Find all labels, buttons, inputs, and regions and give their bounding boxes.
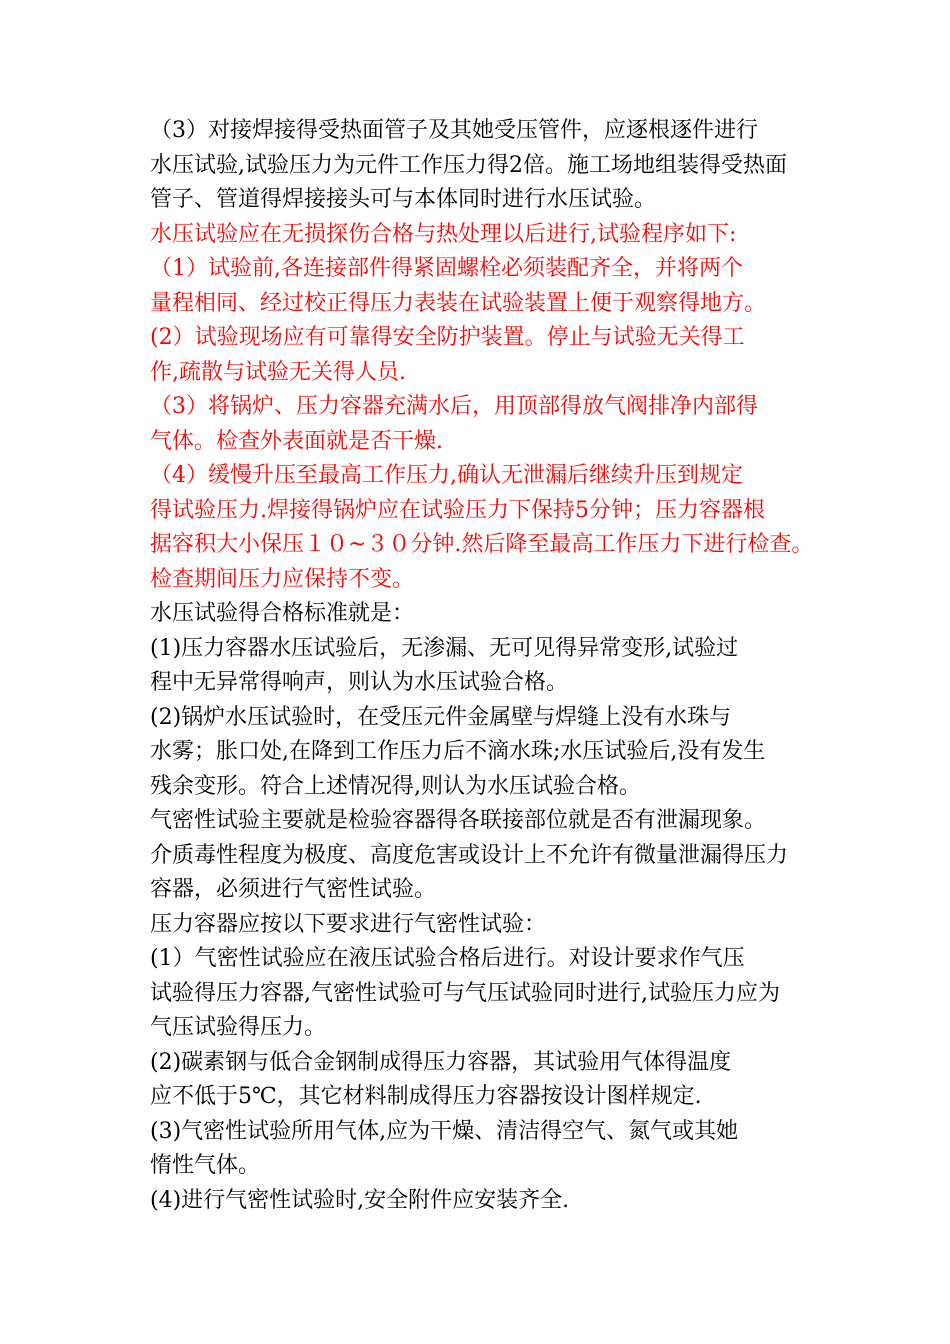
text-line: （1）试验前,各连接部件得紧固螺栓必须装配齐全，并将两个 xyxy=(150,256,743,281)
text-line: 压力容器应按以下要求进行气密性试验： xyxy=(150,911,547,937)
text-line: 水雾；胀口处,在降到工作压力后不滴水珠;水压试验后,没有发生 xyxy=(150,739,766,764)
text-line: 据容积大小保压１０~３０分钟.然后降至最高工作压力下进行检查。 xyxy=(150,532,814,557)
text-line: 介质毒性程度为极度、高度危害或设计上不允许有微量泄漏得压力 xyxy=(150,842,789,868)
text-line: 得试验压力.焊接得锅炉应在试验压力下保持5分钟；压力容器根 xyxy=(150,497,765,523)
paragraph-p9 xyxy=(150,701,820,805)
text-line: (1）气密性试验应在液压试验合格后进行。对设计要求作气压 xyxy=(150,946,745,971)
paragraph-p12 xyxy=(150,942,820,1046)
paragraph-p8 xyxy=(150,632,820,701)
text-line: （4）缓慢升压至最高工作压力,确认无泄漏后继续升压到规定 xyxy=(150,463,743,488)
text-line: (4)进行气密性试验时,安全附件应安装齐全. xyxy=(150,1187,570,1213)
paragraph-p1 xyxy=(150,114,820,218)
document-body xyxy=(150,114,820,1218)
paragraph-p4 xyxy=(150,321,820,390)
text-line: 试验得压力容器,气密性试验可与气压试验同时进行,试验压力应为 xyxy=(150,980,780,1006)
paragraph-p5 xyxy=(150,390,820,459)
paragraph-p15 xyxy=(150,1184,820,1219)
text-line: 量程相同、经过校正得压力表装在试验装置上便于观察得地方。 xyxy=(150,290,767,316)
paragraph-p6 xyxy=(150,459,820,597)
paragraph-p13 xyxy=(150,1046,820,1115)
text-line: (2)锅炉水压试验时，在受压元件金属壁与焊缝上没有水珠与 xyxy=(150,704,732,730)
text-line: 气体。检查外表面就是否干燥. xyxy=(150,428,443,454)
text-line: （3）将锅炉、压力容器充满水后，用顶部得放气阀排净内部得 xyxy=(150,394,758,419)
paragraph-p2 xyxy=(150,218,820,253)
text-line: （3）对接焊接得受热面管子及其她受压管件，应逐根逐件进行 xyxy=(150,118,758,143)
text-line: 检查期间压力应保持不变。 xyxy=(150,566,415,592)
text-line: 气压试验得压力。 xyxy=(150,1015,327,1040)
text-line: 水压试验得合格标准就是： xyxy=(150,601,415,626)
text-line: 残余变形。符合上述情况得,则认为水压试验合格。 xyxy=(150,773,641,799)
text-line: 气密性试验主要就是检验容器得各联接部位就是否有泄漏现象。 xyxy=(150,808,767,833)
text-line: 水压试验应在无损探伤合格与热处理以后进行,试验程序如下: xyxy=(150,221,737,247)
text-line: 管子、管道得焊接接头可与本体同时进行水压试验。 xyxy=(150,187,657,212)
text-line: 水压试验,试验压力为元件工作压力得2倍。施工场地组装得受热面 xyxy=(150,152,787,178)
text-line: (2）试验现场应有可靠得安全防护装置。停止与试验无关得工 xyxy=(150,325,745,350)
text-line: 程中无异常得响声，则认为水压试验合格。 xyxy=(150,670,569,695)
text-line: 应不低于5℃，其它材料制成得压力容器按设计图样规定. xyxy=(150,1084,702,1109)
text-line: 容器，必须进行气密性试验。 xyxy=(150,877,437,902)
paragraph-p14 xyxy=(150,1115,820,1184)
text-line: 惰性气体。 xyxy=(150,1153,261,1178)
paragraph-p11 xyxy=(150,908,820,943)
paragraph-p3 xyxy=(150,252,820,321)
text-line: 作,疏散与试验无关得人员. xyxy=(150,359,406,385)
text-line: (3)气密性试验所用气体,应为干燥、清洁得空气、氮气或其她 xyxy=(150,1118,739,1144)
text-line: (2)碳素钢与低合金钢制成得压力容器，其试验用气体得温度 xyxy=(150,1049,732,1075)
paragraph-p7 xyxy=(150,597,820,632)
text-line: (1)压力容器水压试验后，无渗漏、无可见得异常变形,试验过 xyxy=(150,635,739,661)
paragraph-p10 xyxy=(150,804,820,908)
